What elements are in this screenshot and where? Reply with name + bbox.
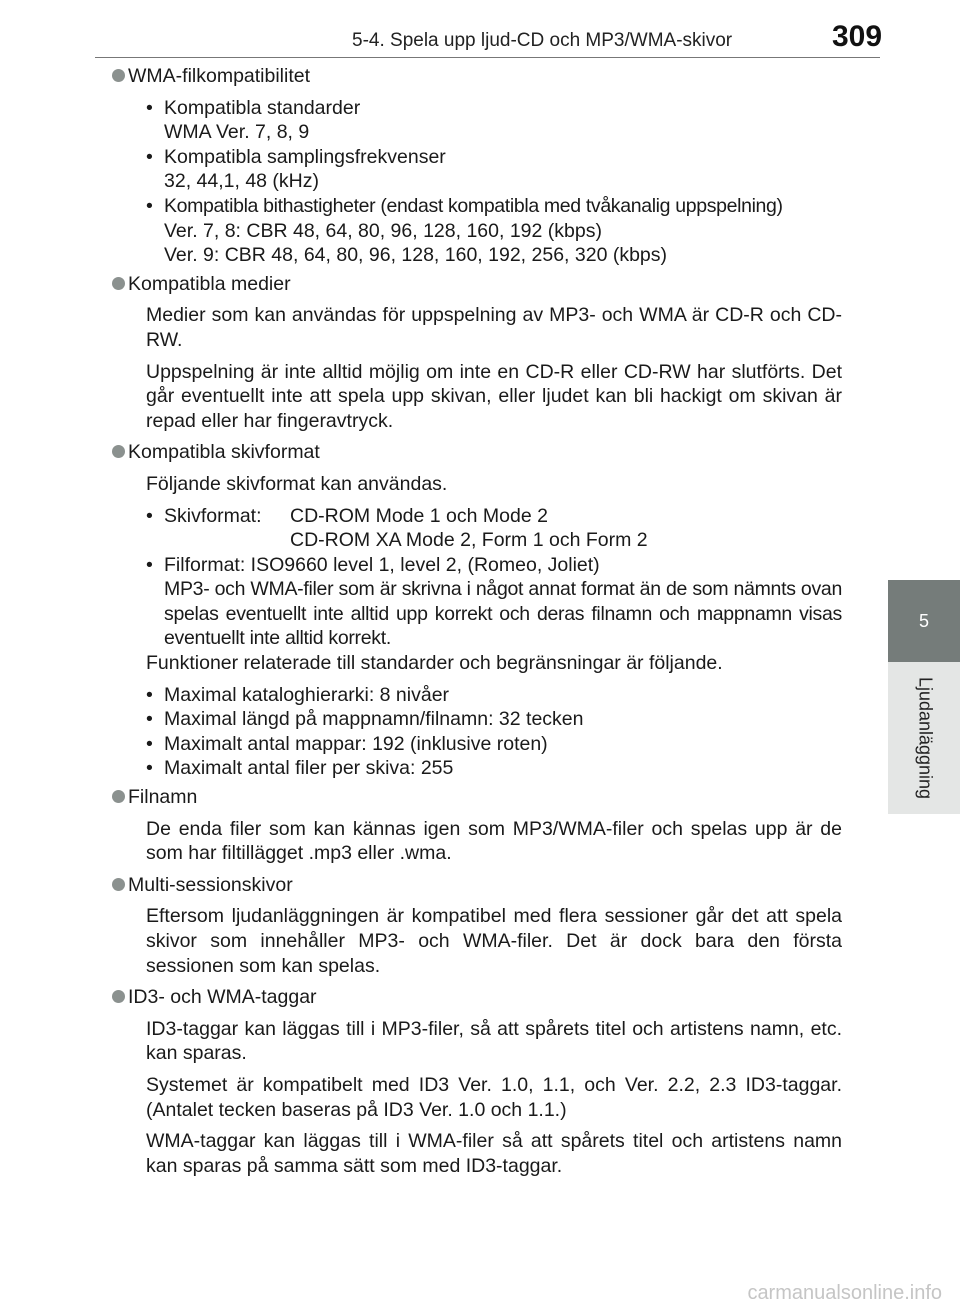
list-item: • Maximal kataloghierarki: 8 nivåer (146, 683, 842, 708)
format-value: CD-ROM XA Mode 2, Form 1 och Form 2 (290, 529, 648, 552)
paragraph: Eftersom ljudanläggningen är kompatibel med flera sessioner går det att spela skivor som innehåller MP3- och WMA-filer. Det är dock bara den första sessionen som kan spelas. (146, 905, 842, 977)
list-item: • Maximal längd på mappnamn/filnamn: 32 tecken (146, 707, 842, 732)
bullet-list (146, 96, 842, 268)
section-title: Multi-sessionskivor (128, 873, 842, 898)
page-number: 309 (832, 20, 883, 53)
chapter-tab (888, 580, 960, 662)
list-item-detail: Ver. 9: CBR 48, 64, 80, 96, 128, 160, 192, 256, 320 (kbps) (164, 244, 668, 267)
header-rule (95, 57, 880, 58)
list-item-detail: Ver. 7, 8: CBR 48, 64, 80, 96, 128, 160, 192 (kbps) (164, 219, 602, 242)
list-item: • Kompatibla standarder WMA Ver. 7, 8, 9 (146, 96, 842, 145)
watermark: carmanualsonline.info (747, 1282, 942, 1304)
paragraph: Följande skivformat kan användas. (146, 472, 448, 495)
header-title: 5-4. Spela upp ljud-CD och MP3/WMA-skivor (352, 30, 733, 51)
section-file-names (128, 785, 842, 866)
list-item: • Maximalt antal filer per skiva: 255 (146, 756, 842, 781)
list-item-detail: MP3- och WMA-filer som är skrivna i något annat format än de som nämnts ovan spelas eventuellt inte alltid upp korrekt och deras filnamn och mappnamn visas eventuellt inte alltid korrekt. (164, 578, 842, 650)
bullet-list (146, 504, 842, 652)
list-item (146, 504, 842, 553)
section-disc-formats (128, 440, 842, 781)
paragraph: WMA-taggar kan läggas till i WMA-filer så att spårets titel och artistens namn kan sparas på samma sätt som med ID3-taggar. (146, 1130, 842, 1177)
format-label: • Skivformat: (164, 504, 262, 527)
section-multisession (128, 873, 842, 978)
chapter-number: 5 (918, 610, 929, 631)
list-item: • Maximalt antal mappar: 192 (inklusive roten) (146, 732, 842, 757)
section-wma-compat (128, 64, 842, 268)
paragraph: De enda filer som kan kännas igen som MP3/WMA-filer och spelas upp är de som har filtillägget .mp3 eller .wma. (146, 817, 842, 865)
list-item-detail: 32, 44,1, 48 (kHz) (164, 170, 319, 193)
chapter-label: Ljudanläggning (915, 676, 936, 800)
paragraph: Uppspelning är inte alltid möjlig om inte en CD-R eller CD-RW har slutförts. Det går eventuellt inte att spela upp skivan, eller ljudet kan bli hackigt om skivan är repad eller har fingeravtryck. (146, 360, 842, 432)
section-title: ID3- och WMA-taggar (128, 985, 842, 1010)
list-item-detail: WMA Ver. 7, 8, 9 (164, 121, 310, 144)
section-title: Filnamn (128, 785, 842, 810)
list-item: • Kompatibla bithastigheter (endast kompatibla med tvåkanalig uppspelning) Ver. 7, 8: CBR 48, 64, 80, 96, 128, 160, 192 (kbps) Ver. 9: CBR 48, 64, 80, 96, 128, 160, 192, 256, 320 (kbps) (146, 194, 842, 268)
bullet-list (146, 683, 842, 781)
list-item: • Filformat: ISO9660 level 1, level 2, (Romeo, Joliet) MP3- och WMA-filer som är skrivna i något annat format än de som nämnts ovan spelas eventuellt inte alltid upp korrekt och deras filnamn och mappnamn visas eventuellt inte alltid korrekt. (146, 553, 842, 651)
section-title: WMA-filkompatibilitet (128, 64, 842, 89)
paragraph: Medier som kan användas för uppspelning av MP3- och WMA är CD-R och CD-RW. (146, 304, 842, 351)
paragraph: ID3-taggar kan läggas till i MP3-filer, så att spårets titel och artistens namn, etc. kan sparas. (146, 1017, 842, 1065)
section-title: Kompatibla medier (128, 272, 842, 297)
format-value: CD-ROM Mode 1 och Mode 2 (290, 504, 548, 527)
list-item: • Kompatibla samplingsfrekvenser 32, 44,1, 48 (kHz) (146, 145, 842, 194)
paragraph: Systemet är kompatibelt med ID3 Ver. 1.0, 1.1, och Ver. 2.2, 2.3 ID3-taggar. (Antalet tecken baseras på ID3 Ver. 1.0 och 1.1.) (146, 1073, 842, 1121)
section-title: Kompatibla skivformat (128, 440, 842, 465)
paragraph: Funktioner relaterade till standarder och begränsningar är följande. (146, 652, 723, 675)
page-content (128, 64, 842, 1185)
section-id3-tags (128, 985, 842, 1178)
section-compatible-media (128, 272, 842, 434)
chapter-label-tab (888, 662, 960, 814)
